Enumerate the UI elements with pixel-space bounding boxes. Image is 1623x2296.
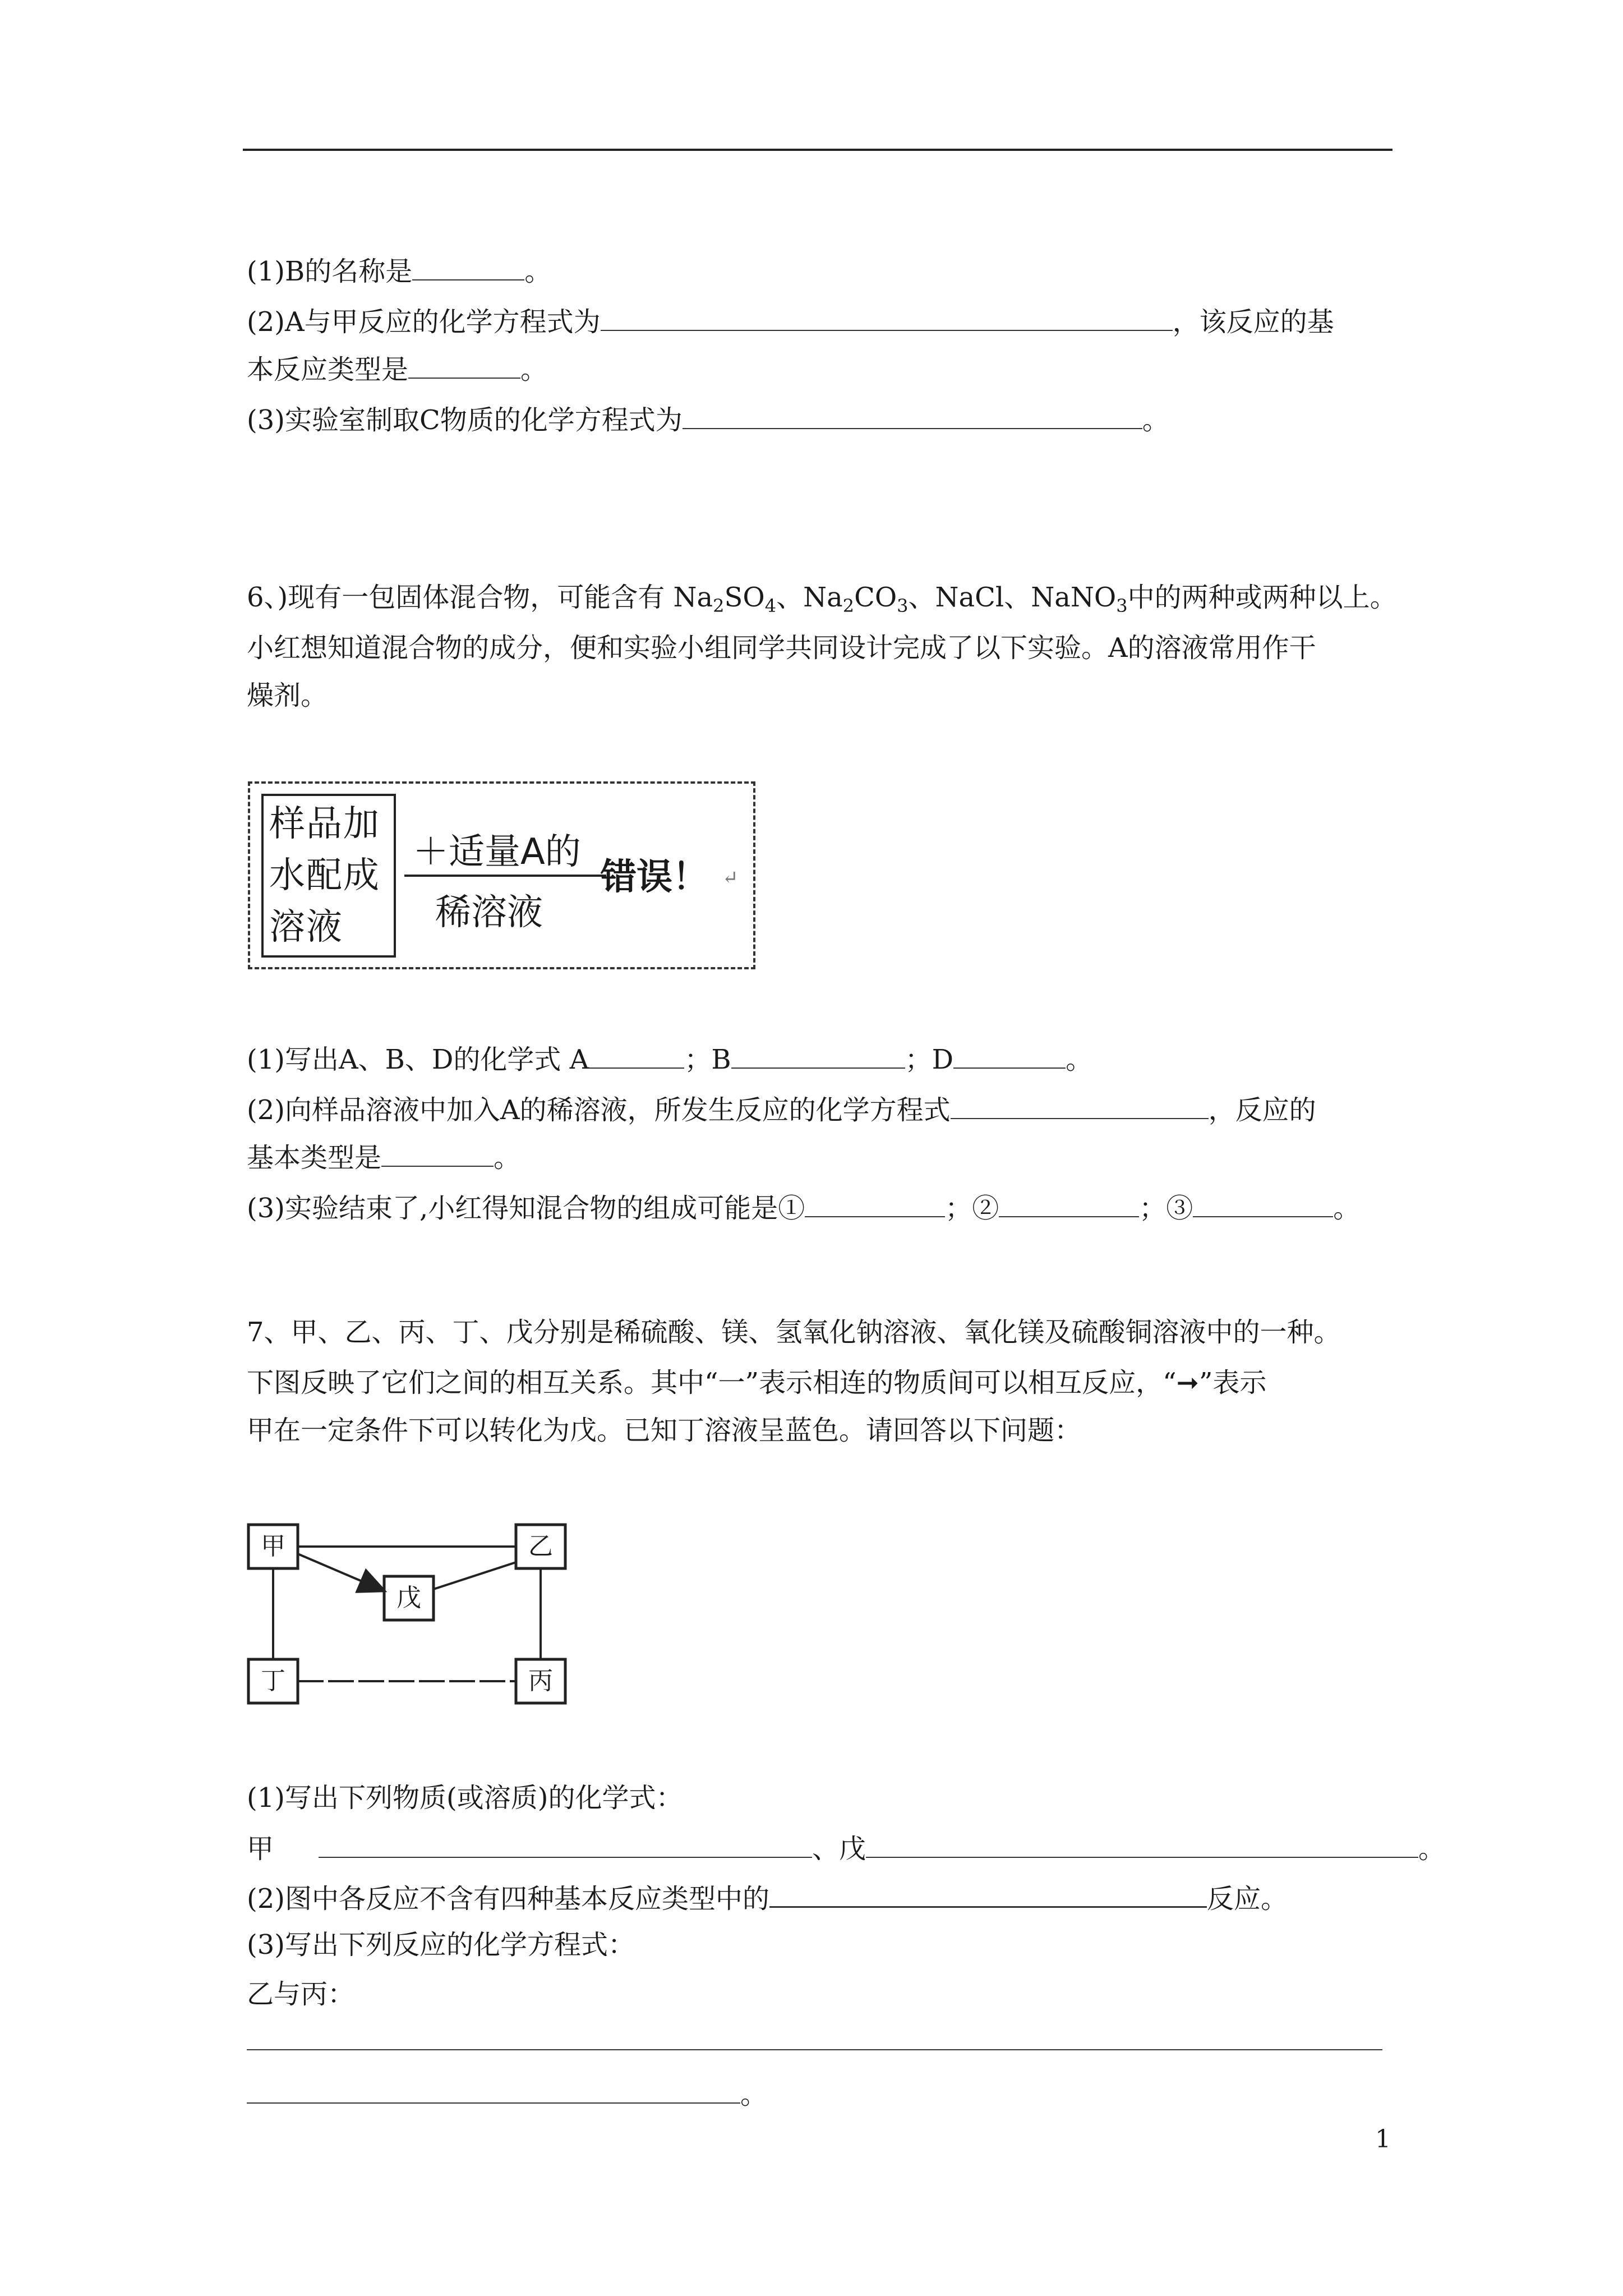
answer-blank[interactable] [381, 1139, 494, 1167]
q7-stem-line2: 下图反映了它们之间的相互关系。其中“一”表示相连的物质间可以相互反应，“➞”表示 [247, 1367, 1267, 1398]
node-wu: 戊 [396, 1584, 421, 1612]
node-bing: 丙 [528, 1667, 553, 1695]
q5-part1-text: (1)B的名称是 [247, 256, 413, 287]
edge-wu-yi [434, 1562, 516, 1589]
answer-blank[interactable] [805, 1189, 945, 1217]
answer-blank[interactable] [866, 1830, 1418, 1858]
q5-part2-end: ，该反应的基 [1172, 306, 1334, 338]
q6-text: 中的两种或两种以上。 [1127, 582, 1397, 613]
q7-part1: (1)写出下列物质(或溶质)的化学式： [247, 1782, 683, 1814]
q6-part3-text: ；③ [1139, 1193, 1193, 1224]
q6-part1 [247, 1041, 1092, 1076]
q7-part2-text: (2)图中各反应不含有四种基本反应类型中的 [247, 1883, 769, 1915]
answer-blank[interactable] [1193, 1189, 1333, 1217]
q7-part3-label: 乙与丙： [247, 1978, 355, 2010]
q7-part3-answer1 [247, 2022, 1382, 2058]
q6-part2-end: ，反应的 [1208, 1094, 1316, 1126]
q6-part3-text: ；② [945, 1193, 999, 1224]
node-ding: 丁 [261, 1667, 285, 1695]
subscript: 3 [1116, 595, 1128, 616]
q7-relation-diagram [247, 1523, 572, 1708]
q6-text: 6、)现有一包固体混合物，可能含有 Na [247, 582, 713, 613]
q6-stem-line3: 燥剂。 [247, 680, 328, 711]
answer-blank[interactable] [953, 1041, 1066, 1069]
subscript: 4 [764, 595, 777, 616]
answer-blank[interactable] [247, 2076, 740, 2104]
subscript: 2 [713, 595, 725, 616]
subscript: 3 [897, 595, 909, 616]
q6-text: CO [854, 582, 897, 613]
answer-blank[interactable] [601, 303, 1173, 331]
q6-stem-line1 [247, 581, 1397, 614]
answer-blank[interactable] [319, 1830, 812, 1858]
q7-part1-end: 。 [1418, 1833, 1446, 1865]
q6-stem-line2: 小红想知道混合物的成分，便和实验小组同学共同设计完成了以下实验。A的溶液常用作干 [247, 632, 1316, 664]
q5-part3-end: 。 [1142, 404, 1169, 436]
q5-part1 [247, 252, 551, 288]
q5-part3 [247, 401, 1169, 437]
subscript: 2 [842, 595, 855, 616]
q5-part2-text: (2)A与甲反应的化学方程式为 [247, 306, 601, 338]
reagent-label-top: ＋适量A的 [413, 831, 581, 873]
answer-blank[interactable] [769, 1879, 1207, 1908]
answer-blank[interactable] [589, 1041, 684, 1069]
q6-part2b-end: 。 [494, 1142, 521, 1174]
answer-blank[interactable] [247, 2022, 1382, 2050]
q7-stem-line1: 7、甲、乙、丙、丁、戊分别是稀硫酸、镁、氢氧化钠溶液、氧化镁及硫酸铜溶液中的一种。 [247, 1317, 1341, 1348]
q6-part2b-text: 基本类型是 [247, 1142, 382, 1174]
q7-part3-end: 。 [740, 2079, 768, 2110]
q6-part1-text: (1)写出A、B、D的化学式 A [247, 1044, 589, 1075]
answer-blank[interactable] [683, 401, 1142, 429]
answer-blank[interactable] [999, 1189, 1139, 1217]
q7-part3-answer2 [247, 2076, 767, 2111]
box-text: 水配成 [269, 855, 380, 896]
answer-blank[interactable] [731, 1041, 905, 1069]
return-mark-icon: ↵ [722, 867, 739, 889]
q6-flow-diagram [248, 781, 755, 969]
error-text: 错误！ [601, 857, 708, 898]
answer-blank[interactable] [408, 351, 520, 379]
box-text: 样品加 [269, 803, 380, 845]
q5-part2b-end: 。 [520, 354, 548, 385]
q6-part2 [247, 1091, 1316, 1127]
reagent-arrow-line [404, 875, 606, 877]
q6-part1-text: ；B [684, 1044, 731, 1075]
node-jia: 甲 [261, 1532, 285, 1561]
q5-part2 [247, 303, 1334, 339]
q7-part1-answers [247, 1830, 1445, 1866]
q5-part1-end: 。 [524, 256, 552, 287]
q6-part1-end: 。 [1066, 1044, 1093, 1075]
reagent-label-bottom: 稀溶液 [435, 892, 543, 933]
q5-part2-cont [247, 351, 547, 386]
q6-part3-text: (3)实验结束了,小红得知混合物的组成可能是① [247, 1193, 805, 1224]
answer-blank[interactable] [412, 252, 524, 280]
q7-stem-line3: 甲在一定条件下可以转化为戊。已知丁溶液呈蓝色。请回答以下问题： [247, 1415, 1082, 1446]
arrow-jia-to-wu [298, 1554, 383, 1590]
q6-part2-text: (2)向样品溶液中加入A的稀溶液，所发生反应的化学方程式 [247, 1094, 951, 1126]
q7-part3: (3)写出下列反应的化学方程式： [247, 1929, 635, 1961]
q6-part3-end: 。 [1333, 1193, 1361, 1224]
q5-part3-text: (3)实验室制取C物质的化学方程式为 [247, 404, 683, 436]
answer-blank[interactable] [951, 1091, 1209, 1119]
q6-text: 、NaCl、NaNO [908, 582, 1117, 613]
q6-part3 [247, 1189, 1360, 1225]
box-text: 溶液 [269, 907, 343, 948]
node-yi: 乙 [528, 1532, 553, 1561]
header-rule [243, 149, 1393, 151]
q6-text: 、Na [776, 582, 843, 613]
q7-part1-wu: 、戊 [812, 1833, 866, 1865]
page-number: 1 [1375, 2125, 1391, 2154]
q7-part2 [247, 1879, 1288, 1916]
sample-solution-box [261, 794, 396, 958]
q6-part1-text: ；D [905, 1044, 954, 1075]
q6-text: SO [724, 582, 765, 613]
q7-part1-jia: 甲 [247, 1833, 274, 1865]
q6-part2-cont [247, 1139, 520, 1175]
q7-part2-end: 反应。 [1207, 1883, 1288, 1915]
q5-part2b-text: 本反应类型是 [247, 354, 409, 385]
